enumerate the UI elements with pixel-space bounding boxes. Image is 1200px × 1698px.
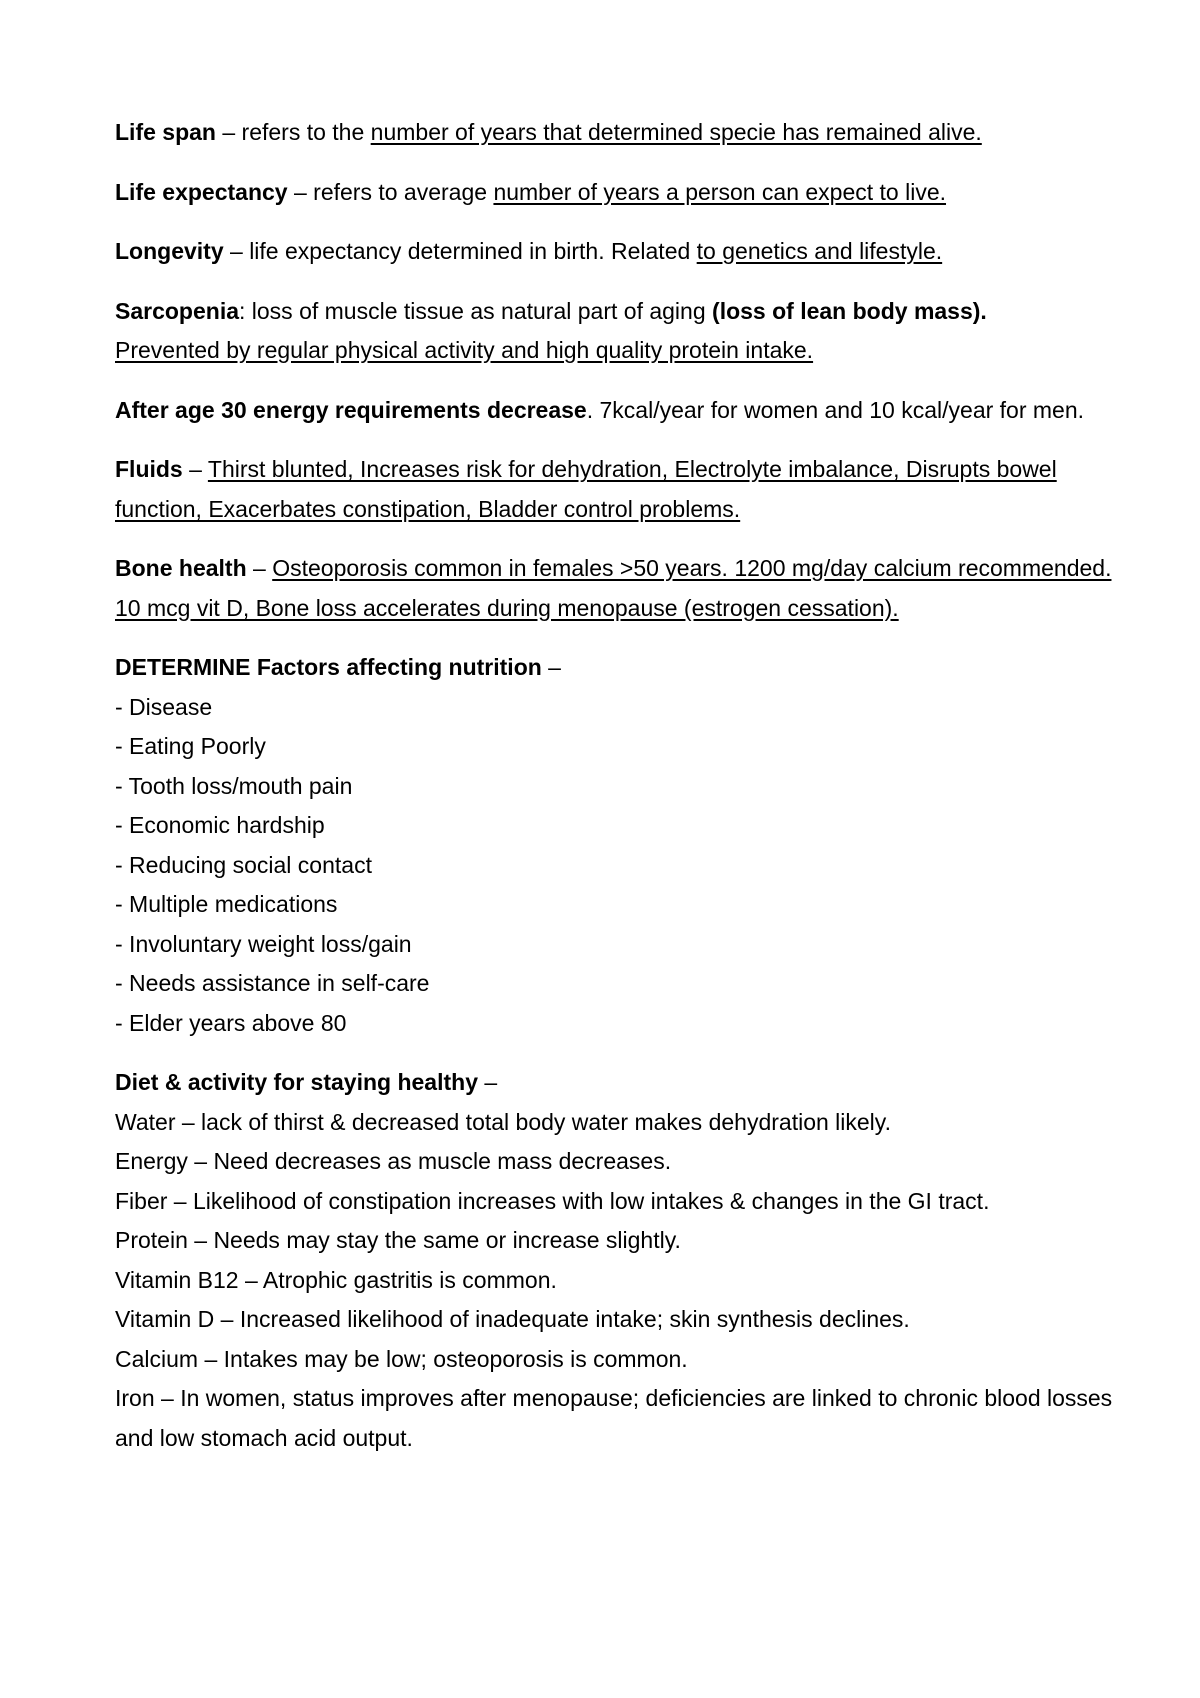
life-expectancy-definition bbox=[115, 173, 1115, 213]
list-item: Vitamin B12 – Atrophic gastritis is common. bbox=[115, 1266, 557, 1293]
term-fluids: Fluids bbox=[115, 456, 183, 482]
life-expectancy-text: – refers to average bbox=[287, 178, 494, 205]
determine-dash: – bbox=[541, 654, 561, 680]
diet-heading-line bbox=[115, 1063, 1115, 1103]
sarcopenia-text: : loss of muscle tissue as natural part of aging bbox=[239, 297, 713, 324]
diet-dash: – bbox=[477, 1069, 498, 1095]
list-item: Protein – Needs may stay the same or increase slightly. bbox=[115, 1227, 681, 1253]
bone-health-underlined: Osteoporosis common in females >50 years. 1200 mg/day calcium recommended. 10 mcg vit D, Bone loss accelerates during menopause (estrogen cessation). bbox=[115, 555, 1112, 621]
term-lifespan: Life span bbox=[115, 119, 216, 145]
term-bone-health: Bone health bbox=[115, 555, 247, 581]
sarcopenia-underlined: Prevented by regular physical activity and high quality protein intake. bbox=[115, 337, 814, 363]
lifespan-underlined: number of years that determined specie has remained alive. bbox=[370, 119, 982, 145]
longevity-definition bbox=[115, 232, 1115, 272]
term-longevity: Longevity bbox=[115, 238, 224, 264]
list-item: Fiber – Likelihood of constipation increases with low intakes & changes in the GI tract. bbox=[115, 1187, 990, 1214]
bone-health-dash: – bbox=[246, 555, 273, 581]
determine-list bbox=[115, 688, 1115, 1044]
sarcopenia-definition bbox=[115, 292, 1115, 371]
bone-health-paragraph bbox=[115, 549, 1115, 628]
list-item: - Reducing social contact bbox=[115, 851, 372, 878]
term-life-expectancy: Life expectancy bbox=[115, 178, 288, 205]
fluids-dash: – bbox=[182, 456, 208, 482]
list-item: - Economic hardship bbox=[115, 812, 325, 838]
list-item: - Involuntary weight loss/gain bbox=[115, 930, 412, 957]
list-item: - Eating Poorly bbox=[115, 733, 266, 759]
determine-heading-line bbox=[115, 648, 1115, 688]
energy-bold: After age 30 energy requirements decrease bbox=[115, 396, 587, 423]
sarcopenia-bold-tail: (loss of lean body mass). bbox=[712, 297, 987, 324]
term-sarcopenia: Sarcopenia bbox=[115, 297, 239, 324]
fluids-underlined: Thirst blunted, Increases risk for dehydration, Electrolyte imbalance, Disrupts bowel function, Exacerbates constipation, Bladder control problems. bbox=[115, 456, 1057, 522]
list-item: Iron – In women, status improves after menopause; deficiencies are linked to chronic blood losses and low stomach acid output. bbox=[115, 1385, 1113, 1451]
list-item: Energy – Need decreases as muscle mass decreases. bbox=[115, 1148, 672, 1174]
list-item: Vitamin D – Increased likelihood of inadequate intake; skin synthesis declines. bbox=[115, 1306, 910, 1332]
list-item: - Needs assistance in self-care bbox=[115, 970, 430, 996]
list-item: Water – lack of thirst & decreased total body water makes dehydration likely. bbox=[115, 1108, 891, 1135]
list-item: - Tooth loss/mouth pain bbox=[115, 772, 353, 799]
list-item: - Multiple medications bbox=[115, 891, 338, 917]
list-item: Calcium – Intakes may be low; osteoporosis is common. bbox=[115, 1345, 688, 1372]
diet-heading: Diet & activity for staying healthy bbox=[115, 1069, 478, 1095]
energy-rest: . 7kcal/year for women and 10 kcal/year for men. bbox=[586, 396, 1085, 423]
fluids-paragraph bbox=[115, 450, 1115, 529]
lifespan-text: – refers to the bbox=[215, 119, 371, 145]
diet-section bbox=[115, 1063, 1115, 1458]
lifespan-definition bbox=[115, 113, 1115, 153]
longevity-underlined: to genetics and lifestyle. bbox=[696, 238, 943, 264]
list-item: - Elder years above 80 bbox=[115, 1009, 347, 1036]
determine-heading: DETERMINE Factors affecting nutrition bbox=[115, 654, 542, 680]
list-item: - Disease bbox=[115, 693, 213, 720]
diet-list bbox=[115, 1103, 1115, 1459]
longevity-text: – life expectancy determined in birth. Related bbox=[223, 238, 697, 264]
life-expectancy-underlined: number of years a person can expect to live. bbox=[493, 178, 947, 205]
energy-paragraph bbox=[115, 391, 1115, 431]
document-body bbox=[115, 113, 1115, 1478]
determine-section bbox=[115, 648, 1115, 1043]
